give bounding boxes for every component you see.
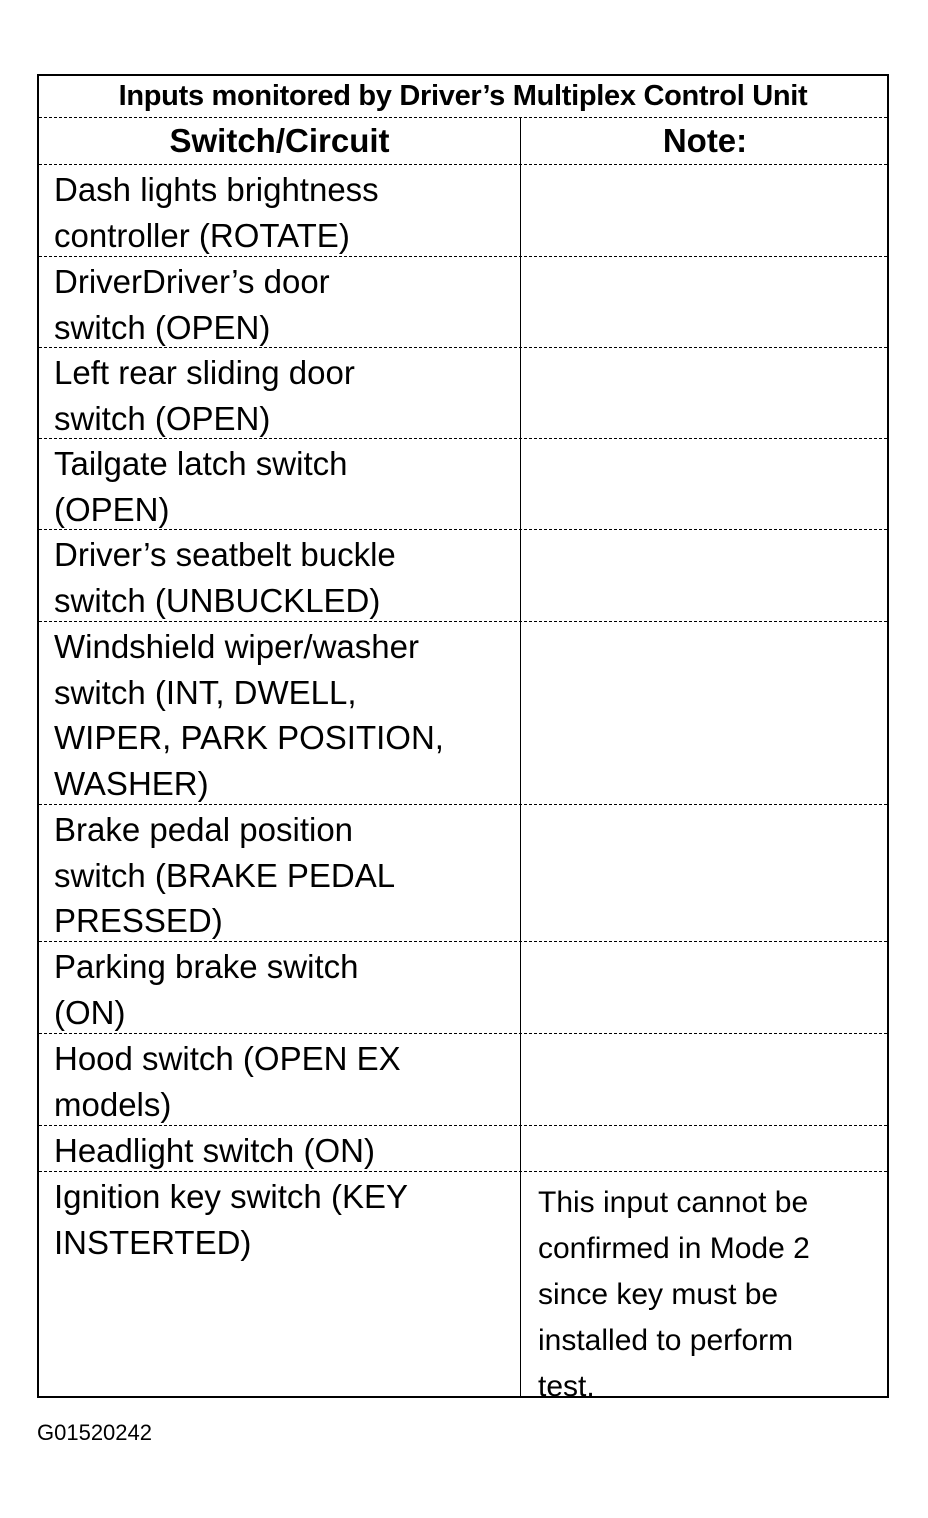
table-header-row — [39, 118, 887, 165]
table-row — [39, 622, 887, 805]
table-row — [39, 1172, 887, 1403]
switch-cell: Left rear sliding door switch (OPEN) — [54, 354, 355, 437]
table-row — [39, 165, 887, 257]
note-cell: This input cannot be confirmed in Mode 2 since key must be installed to perform test. — [538, 1186, 810, 1403]
header-switch-circuit: Switch/Circuit — [169, 122, 390, 159]
table-title: Inputs monitored by Driver’s Multiplex Control Unit — [39, 76, 887, 118]
header-note: Note: — [662, 122, 748, 159]
table-row — [39, 805, 887, 942]
switch-cell: Windshield wiper/washer switch (INT, DWELL, WIPER, PARK POSITION, WASHER) — [54, 628, 444, 802]
table-row — [39, 942, 887, 1034]
switch-cell: Ignition key switch (KEY INSTERTED) — [54, 1178, 408, 1261]
switch-cell: Tailgate latch switch (OPEN) — [54, 445, 348, 528]
switch-cell: Parking brake switch (ON) — [54, 948, 359, 1031]
switch-cell: Dash lights brightness controller (ROTATE) — [54, 171, 379, 254]
table-row — [39, 439, 887, 530]
figure-id: G01520242 — [37, 1420, 152, 1445]
table-row — [39, 348, 887, 439]
switch-cell: Headlight switch (ON) — [54, 1132, 375, 1169]
switch-cell: Hood switch (OPEN EX models) — [54, 1040, 401, 1123]
switch-cell: Driver’s seatbelt buckle switch (UNBUCKLED) — [54, 536, 396, 619]
table-row — [39, 1126, 887, 1172]
inputs-table — [37, 74, 889, 1403]
table-row — [39, 530, 887, 622]
table-row — [39, 257, 887, 348]
switch-cell: DriverDriver’s door switch (OPEN) — [54, 263, 330, 346]
table-row — [39, 1034, 887, 1126]
column-divider — [520, 118, 521, 1398]
switch-cell: Brake pedal position switch (BRAKE PEDAL PRESSED) — [54, 811, 396, 939]
